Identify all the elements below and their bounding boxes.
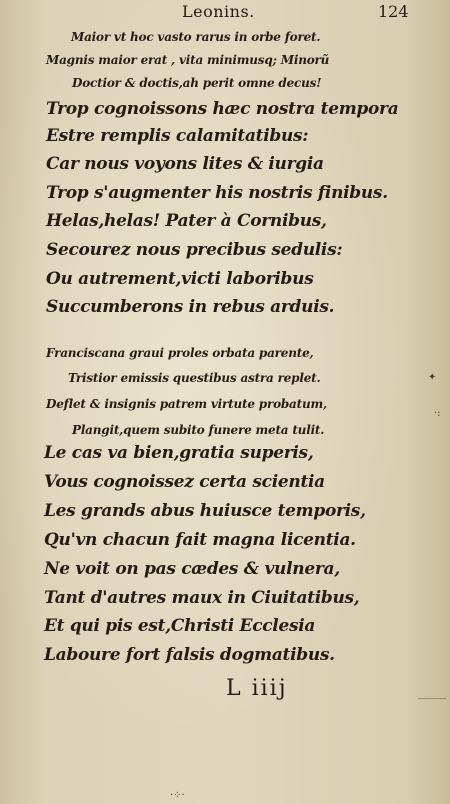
verse-line: Qu'vn chacun fait magna licentia. — [44, 530, 356, 550]
verse-line: Succumberons in rebus arduis. — [46, 297, 335, 317]
verse-line: Helas,helas! Pater à Cornibus, — [46, 211, 327, 231]
margin-mark-icon: ·: — [434, 408, 441, 419]
verse-line: Maior vt hoc vasto rarus in orbe foret. — [71, 30, 321, 44]
page-number: 124 — [378, 2, 409, 21]
verse-line: Le cas va bien,gratia superis, — [44, 443, 314, 463]
verse-line: Ou autrement,victi laboribus — [46, 269, 314, 289]
verse-line: Doctior & doctis,ah perit omne decus! — [72, 76, 322, 90]
verse-line: Et qui pis est,Christi Ecclesia — [44, 616, 316, 636]
running-title: Leonins. — [182, 2, 255, 21]
verse-line: Deflet & insignis patrem virtute probatum, — [46, 397, 327, 411]
verse-line: Ne voit on pas cædes & vulnera, — [44, 559, 340, 579]
verse-line: Vous cognoissez certa scientia — [44, 472, 325, 492]
verse-line: Trop cognoissons hæc nostra tempora — [46, 99, 399, 119]
margin-mark-icon: ✦ — [428, 372, 437, 383]
verse-line: Trop s'augmenter his nostris finibus. — [46, 183, 388, 203]
verse-line: Plangit,quem subito funere meta tulit. — [72, 423, 325, 437]
verse-line: Estre remplis calamitatibus: — [46, 126, 309, 146]
verse-line: Franciscana graui proles orbata parente, — [46, 346, 314, 360]
verse-line: Les grands abus huiusce temporis, — [44, 501, 366, 521]
verse-line: Car nous voyons lites & iurgia — [46, 154, 324, 174]
verse-line: Tristior emissis questibus astra replet. — [68, 371, 321, 385]
margin-rule — [418, 698, 446, 699]
verse-line: Tant d'autres maux in Ciuitatibus, — [44, 588, 360, 608]
verse-line: Secourez nous precibus sedulis: — [46, 240, 343, 260]
ink-speck-icon: ·⁘· — [170, 790, 185, 801]
page-header — [0, 2, 450, 24]
verse-line: Laboure fort falsis dogmatibus. — [44, 645, 335, 665]
verse-line: Magnis maior erat , vita minimusq; Minorũ — [46, 53, 330, 67]
signature-mark: L iiij — [226, 676, 288, 701]
